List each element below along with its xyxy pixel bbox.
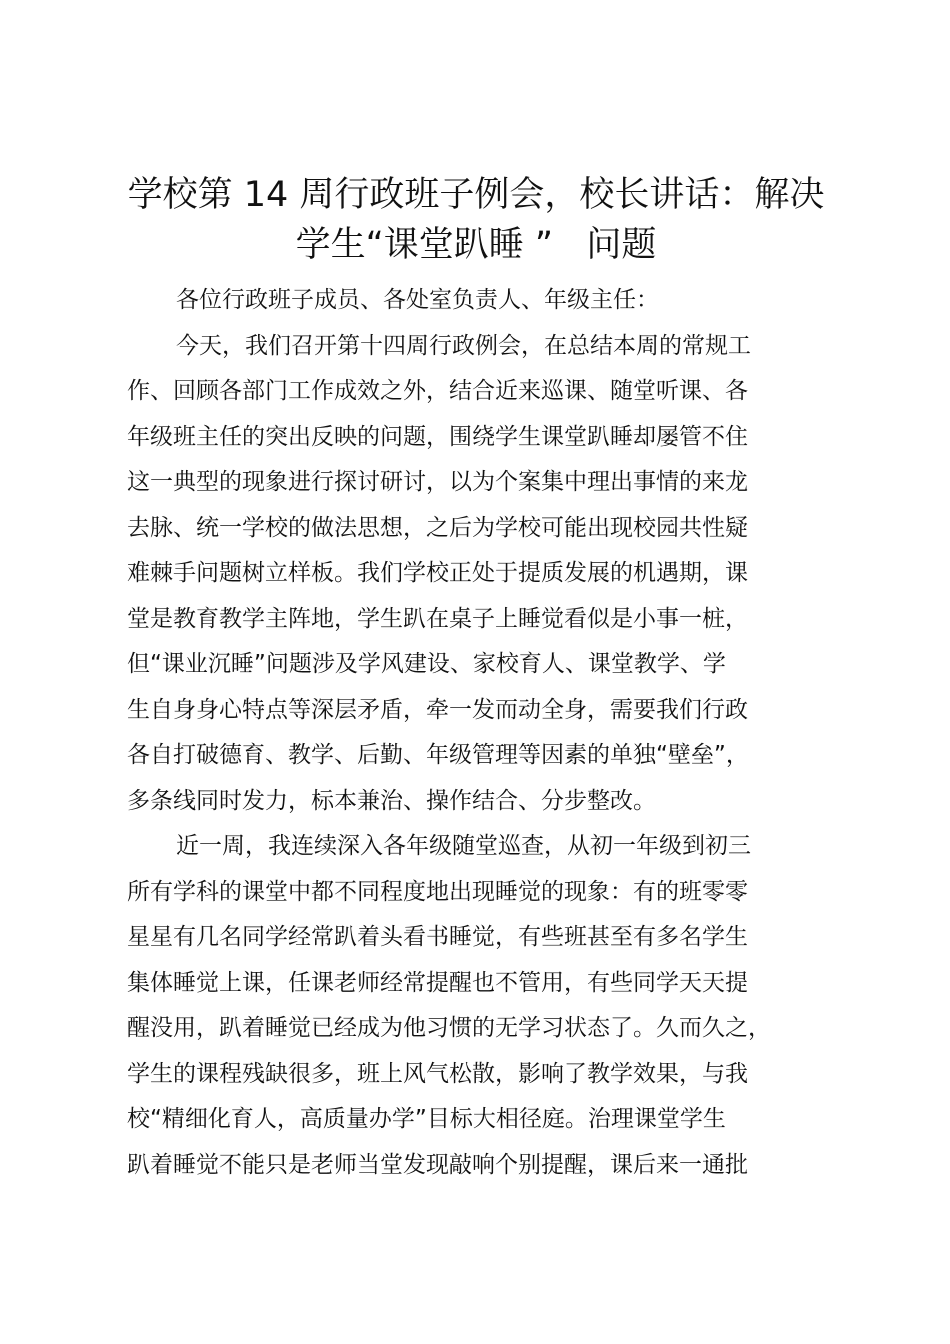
document-title xyxy=(120,170,832,270)
paragraph-line: 校“精细化育人，高质量办学”目标大相径庭。治理课堂学生 xyxy=(127,1106,726,1132)
salutation: 各位行政班子成员、各处室负责人、年级主任： xyxy=(176,287,659,313)
paragraph-line: 生自身身心特点等深层矛盾，牵一发而动全身，需要我们行政 xyxy=(127,696,748,723)
paragraph-line: 各自打破德育、教学、后勤、年级管理等因素的单独“壁垒”， xyxy=(127,742,749,768)
paragraph-line: 但“课业沉睡”问题涉及学风建设、家校育人、课堂教学、学 xyxy=(127,651,726,677)
paragraph-line: 难棘手问题树立样板。我们学校正处于提质发展的机遇期，课 xyxy=(127,560,748,586)
paragraph-line: 醒没用，趴着睡觉已经成为他习惯的无学习状态了。久而久之， xyxy=(127,1015,771,1041)
paragraph-line: 今天，我们召开第十四周行政例会，在总结本周的常规工 xyxy=(176,332,751,359)
paragraph-line: 学生的课程残缺很多，班上风气松散，影响了教学效果，与我 xyxy=(127,1060,748,1087)
paragraph-line: 近一周，我连续深入各年级随堂巡查，从初一年级到初三 xyxy=(176,833,751,859)
paragraph-line: 作、回顾各部门工作成效之外，结合近来巡课、随堂听课、各 xyxy=(127,378,748,404)
paragraph-line: 堂是教育教学主阵地，学生趴在桌子上睡觉看似是小事一桩， xyxy=(127,605,748,632)
paragraph-line: 星星有几名同学经常趴着头看书睡觉，有些班甚至有多名学生 xyxy=(127,924,748,950)
paragraph-line: 所有学科的课堂中都不同程度地出现睡觉的现象：有的班零零 xyxy=(127,878,748,905)
paragraph-line: 多条线同时发力，标本兼治、操作结合、分步整改。 xyxy=(127,787,656,814)
document-body xyxy=(127,278,835,1188)
paragraph-line: 年级班主任的突出反映的问题，围绕学生课堂趴睡却屡管不住 xyxy=(127,423,748,450)
paragraph-1 xyxy=(127,324,835,825)
paragraph-line: 去脉、统一学校的做法思想，之后为学校可能出现校园共性疑 xyxy=(127,514,748,541)
paragraph-line: 趴着睡觉不能只是老师当堂发现敲响个别提醒，课后来一通批 xyxy=(127,1151,748,1178)
paragraph-line: 这一典型的现象进行探讨研讨，以为个案集中理出事情的来龙 xyxy=(127,469,748,495)
title-line-1: 学校第 14 周行政班子例会，校长讲话：解决 xyxy=(127,175,825,215)
paragraph-line: 集体睡觉上课，任课老师经常提醒也不管用，有些同学天天提 xyxy=(127,969,748,996)
title-line-2: 学生“课堂趴睡 ” 问题 xyxy=(295,225,657,265)
paragraph-2 xyxy=(127,824,835,1188)
